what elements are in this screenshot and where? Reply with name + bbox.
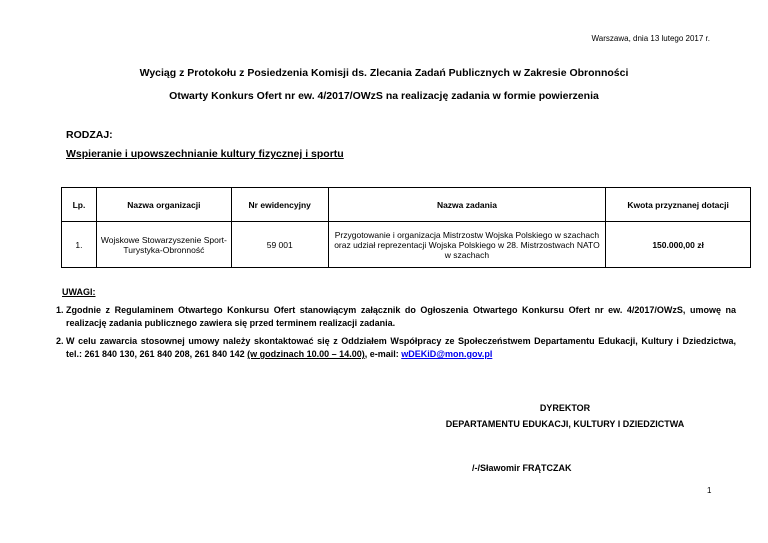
header-lp: Lp. — [62, 188, 97, 222]
cell-organization: Wojskowe Stowarzyszenie Sport-Turystyka-Obronność — [96, 222, 231, 268]
page-number: 1 — [707, 486, 712, 495]
table-row — [62, 222, 751, 268]
document-subtitle: Otwarty Konkurs Ofert nr ew. 4/2017/OWzS na realizację zadania w formie powierzenia — [169, 90, 599, 102]
notes-heading: UWAGI: — [62, 287, 96, 297]
header-grant-amount: Kwota przyznanej dotacji — [606, 188, 751, 222]
header-registry-number: Nr ewidencyjny — [231, 188, 328, 222]
header-organization: Nazwa organizacji — [96, 188, 231, 222]
table-header-row — [62, 188, 751, 222]
note-2-email-prefix: , e-mail: — [364, 349, 402, 359]
signature-role-title: DYREKTOR — [539, 403, 591, 413]
signature-name: /-/Sławomir FRĄTCZAK — [472, 463, 572, 473]
category-value: Wspieranie i upowszechnianie kultury fizycznej i sportu — [66, 148, 344, 160]
cell-registry-number: 59 001 — [231, 222, 328, 268]
document-title: Wyciąg z Protokołu z Posiedzenia Komisji ds. Zlecania Zadań Publicznych w Zakresie Obronności — [139, 67, 629, 79]
notes-list — [50, 304, 736, 366]
header-task-name: Nazwa zadania — [328, 188, 606, 222]
grants-table — [61, 187, 751, 268]
document-date: Warszawa, dnia 13 lutego 2017 r. — [591, 34, 710, 43]
note-item-1 — [66, 304, 736, 330]
signature-department: DEPARTAMENTU EDUKACJI, KULTURY I DZIEDZICTWA — [445, 419, 685, 429]
cell-lp: 1. — [62, 222, 97, 268]
email-link[interactable]: wDEKiD@mon.gov.pl — [401, 349, 493, 359]
cell-task-name: Przygotowanie i organizacja Mistrzostw Wojska Polskiego w szachach oraz udział reprezentacji Wojska Polskiego w 28. Mistrzostwach NATO w szachach — [328, 222, 606, 268]
note-1-text: Zgodnie z Regulaminem Otwartego Konkursu Ofert stanowiącym załącznik do Ogłoszenia Otwartego Konkursu Ofert nr ew. 4/2017/OWzS, umowę na realizację zadania publicznego zawiera się przed terminem realizacji zadania. — [66, 305, 736, 328]
cell-grant-amount: 150.000,00 zł — [606, 222, 751, 268]
note-2-text: W celu zawarcia stosownej umowy należy skontaktować się z Oddziałem Współpracy ze Społeczeństwem Departamentu Edukacji, Kultury i Dziedzictwa, tel.: 261 840 130, 261 840 208, 261 840 142 — [66, 336, 736, 359]
note-2-hours: (w godzinach 10.00 – 14.00) — [247, 349, 365, 359]
note-item-2 — [66, 335, 736, 361]
category-label: RODZAJ: — [66, 129, 113, 141]
